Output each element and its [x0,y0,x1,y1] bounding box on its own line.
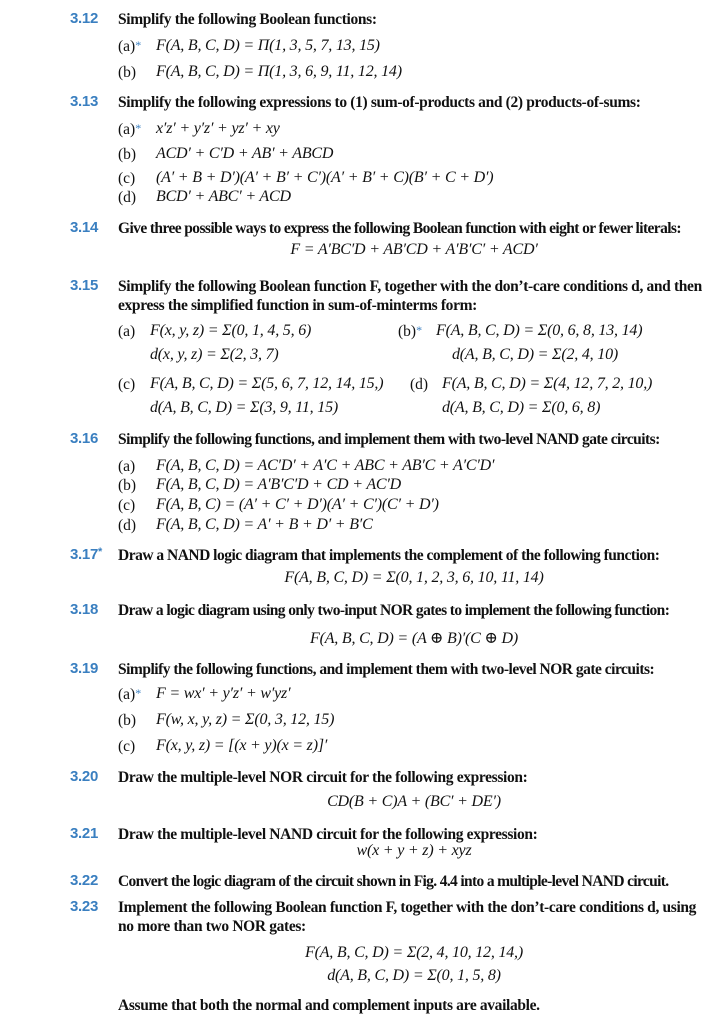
problem-number-3-17: 3.17* [70,546,102,563]
problem-statement-3-16: Simplify the following functions, and implement them with two-level NAND gate circuits: [118,431,660,448]
item-expression: x′z′ + y′z′ + yz′ + xy [156,120,280,137]
item-expression: F(A, B, C, D) = Π(1, 3, 6, 9, 11, 12, 14) [156,63,402,80]
problem-number-3-12: 3.12 [70,10,98,27]
item-expression: BCD′ + ABC′ + ACD [156,188,291,205]
item-expression-dontcare: d(A, B, C, D) = Σ(3, 9, 11, 15) [150,399,339,416]
display-equation: F = A′BC′D + AB′CD + A′B′C′ + ACD′ [290,241,538,258]
item-expression-dontcare: d(A, B, C, D) = Σ(0, 6, 8) [442,399,601,416]
problem-number-3-23: 3.23 [70,898,98,915]
problem-number-3-20: 3.20 [70,768,98,785]
problem-statement-3-12: Simplify the following Boolean functions: [118,11,377,28]
problem-number-3-19: 3.19 [70,660,98,677]
item-label: (d) [118,517,137,534]
problem-statement-3-20: Draw the multiple-level NOR circuit for the following expression: [118,769,528,786]
problem-statement-3-14: Give three possible ways to express the following Boolean function with eight or fewer literals: [118,220,681,237]
item-label: (a)* [118,121,142,138]
display-equation-dontcare: d(A, B, C, D) = Σ(0, 1, 5, 8) [327,967,501,984]
item-expression: F(A, B, C, D) = Σ(5, 6, 7, 12, 14, 15,) [150,375,384,392]
item-label: (d) [118,189,137,206]
problem-statement-3-15: Simplify the following Boolean function F, together with the don’t-care conditions d, and then express the simplified function in sum-of-minterms form: [118,278,702,314]
display-equation: F(A, B, C, D) = Σ(2, 4, 10, 12, 14,) [305,944,523,961]
display-equation: F(A, B, C, D) = Σ(0, 1, 2, 3, 6, 10, 11, 14) [284,569,544,586]
item-label: (c) [118,376,136,393]
item-expression: (A′ + B + D′)(A′ + B′ + C′)(A′ + B′ + C)(B′ + C + D′) [156,169,494,186]
item-expression: F = wx′ + y′z′ + w′yz′ [156,685,291,702]
display-equation: F(A, B, C, D) = (A ⊕ B)′(C ⊕ D) [310,630,518,647]
item-label: (c) [118,170,136,187]
item-label: (b) [118,146,137,163]
problem-statement-3-18: Draw a logic diagram using only two-input NOR gates to implement the following function: [118,602,670,619]
problem-statement-3-17: Draw a NAND logic diagram that implements the complement of the following function: [118,547,660,564]
item-label: (a)* [118,38,142,55]
item-label: (b)* [398,323,423,340]
problem-statement-3-21: Draw the multiple-level NAND circuit for the following expression: [118,826,538,843]
item-expression: F(w, x, y, z) = Σ(0, 3, 12, 15) [156,711,335,728]
problem-statement-3-22: Convert the logic diagram of the circuit shown in Fig. 4.4 into a multiple-level NAND circuit. [118,873,669,890]
item-expression: F(A, B, C, D) = Σ(0, 6, 8, 13, 14) [436,322,643,339]
item-expression: F(A, B, C, D) = Σ(4, 12, 7, 2, 10,) [442,375,653,392]
item-expression: F(x, y, z) = Σ(0, 1, 4, 5, 6) [150,322,312,339]
item-label: (a) [118,323,136,340]
item-label: (a) [118,458,136,475]
item-expression: F(x, y, z) = [(x + y)(x = z)]′ [156,737,328,754]
item-expression: F(A, B, C, D) = A′B′C′D + CD + AC′D [156,476,402,493]
item-label: (b) [118,64,137,81]
item-expression: F(A, B, C, D) = A′ + B + D′ + B′C [156,516,373,533]
problem-statement-3-19: Simplify the following functions, and implement them with two-level NOR gate circuits: [118,661,655,678]
problem-number-3-14: 3.14 [70,219,98,236]
item-label: (c) [118,738,136,755]
item-expression-dontcare: d(x, y, z) = Σ(2, 3, 7) [150,346,279,363]
problem-number-3-22: 3.22 [70,872,98,889]
item-label: (a)* [118,686,142,703]
problem-number-3-16: 3.16 [70,430,98,447]
display-equation: CD(B + C)A + (BC′ + DE′) [327,793,501,810]
item-expression: F(A, B, C, D) = AC′D′ + A′C + ABC + AB′C + A′C′D′ [156,457,495,474]
display-equation: w(x + y + z) + xyz [356,842,472,859]
item-label: (b) [118,477,137,494]
item-label: (c) [118,497,136,514]
problem-statement-3-23: Implement the following Boolean function F, together with the don’t-care conditions d, using no more than two NOR gates: [118,899,697,935]
problem-number-3-15: 3.15 [70,277,98,294]
problem-note-3-23: Assume that both the normal and complement inputs are available. [118,997,540,1014]
item-expression: F(A, B, C) = (A′ + C′ + D′)(A′ + C′)(C′ + D′) [156,496,439,513]
item-expression: ACD′ + C′D + AB′ + ABCD [156,145,334,162]
item-expression-dontcare: d(A, B, C, D) = Σ(2, 4, 10) [452,346,618,363]
item-label: (d) [410,376,429,393]
item-expression: F(A, B, C, D) = Π(1, 3, 5, 7, 13, 15) [156,37,380,54]
item-label: (b) [118,712,137,729]
problem-number-3-21: 3.21 [70,825,98,842]
problem-number-3-13: 3.13 [70,93,98,110]
problem-number-3-18: 3.18 [70,601,98,618]
problem-statement-3-13: Simplify the following expressions to (1) sum-of-products and (2) products-of-sums: [118,94,641,111]
